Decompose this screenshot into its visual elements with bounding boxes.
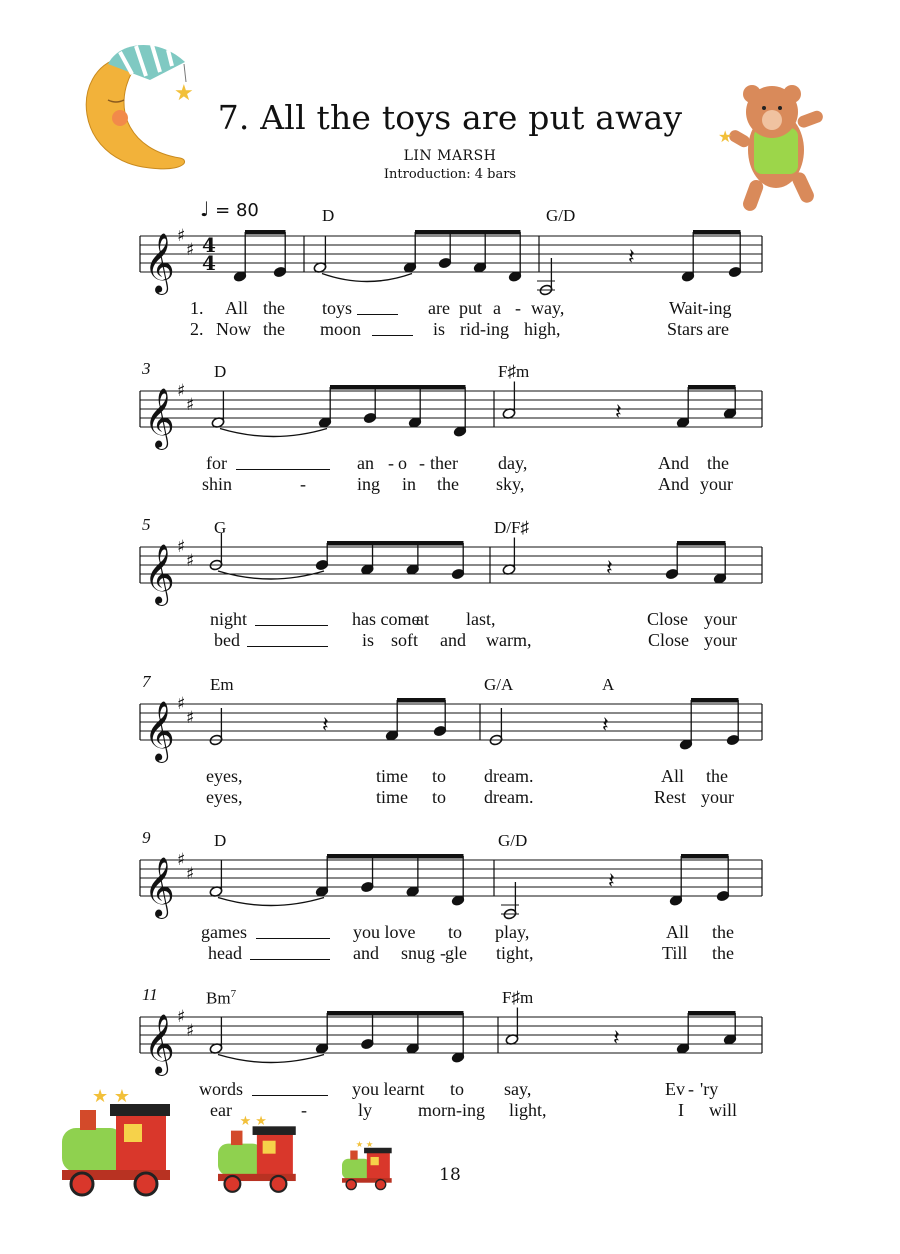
- chord-symbol: G/A: [484, 675, 514, 694]
- bar-number: 5: [142, 515, 151, 534]
- quarter-rest-icon: 𝄽: [602, 713, 609, 738]
- treble-clef-icon: 𝄞: [144, 1014, 175, 1074]
- sharp-icon: ♯: [186, 240, 195, 260]
- staff-system-6: [140, 1007, 762, 1076]
- lyric-verse-1: put: [459, 298, 483, 318]
- lyric-verse-1: to: [450, 1079, 465, 1099]
- time-signature-top: 4: [202, 233, 216, 257]
- star-string: [184, 64, 186, 82]
- treble-clef-icon: 𝄞: [144, 233, 175, 293]
- sharp-icon: ♯: [177, 226, 186, 246]
- lyric-verse-1: night: [210, 609, 248, 629]
- lyric-verse-2: Close: [648, 630, 690, 650]
- quarter-rest-icon: 𝄽: [628, 245, 635, 270]
- lyric-verse-1: toys: [322, 298, 353, 318]
- lyric-verse-1: Wait-ing: [669, 298, 732, 318]
- lyric-extender: [256, 938, 330, 939]
- lyric-verse-2: your: [700, 474, 733, 494]
- note-beam: [327, 1011, 464, 1016]
- composer-name: LIN MARSH: [403, 148, 497, 164]
- sharp-icon: ♯: [177, 537, 186, 557]
- lyric-verse-1: you love: [353, 922, 416, 942]
- train-window: [371, 1157, 379, 1165]
- treble-clef-icon: 𝄞: [144, 857, 175, 917]
- note-beam: [330, 385, 466, 390]
- introduction-note: Introduction: 4 bars: [383, 167, 517, 182]
- lyric-verse-2: And: [658, 474, 689, 494]
- toy-train-small-icon: [342, 1139, 392, 1190]
- quarter-rest-icon: 𝄽: [613, 1026, 620, 1051]
- lyric-extender: [372, 335, 413, 336]
- chord-symbol: F♯m: [498, 362, 530, 381]
- lyric-verse-1: And: [658, 453, 689, 473]
- train-chimney: [350, 1151, 357, 1160]
- lyric-verse-2: the: [263, 319, 285, 339]
- lyric-verse-2: -: [301, 1100, 307, 1120]
- lyric-verse-1: your: [704, 609, 737, 629]
- sharp-icon: ♯: [177, 850, 186, 870]
- bar-number: 3: [142, 359, 151, 378]
- tempo-marking: [200, 197, 259, 221]
- lyric-verse-2: and: [440, 630, 466, 650]
- lyric-verse-1: o: [398, 453, 407, 473]
- lyric-verse-1: Ev: [665, 1079, 685, 1099]
- lyric-verse-1: All: [225, 298, 249, 318]
- lyric-verse-1: the: [263, 298, 285, 318]
- tie-arc: [322, 274, 412, 282]
- lyric-verse-1: to: [448, 922, 463, 942]
- lyric-verse-1: you learnt: [352, 1079, 425, 1099]
- staff-system-4: [140, 694, 762, 763]
- lyric-verse-1: for: [206, 453, 227, 473]
- train-cab: [116, 1114, 166, 1172]
- bar-number: 9: [142, 828, 151, 847]
- train-wheel: [271, 1176, 287, 1192]
- train-wheel: [376, 1180, 386, 1190]
- lyric-verse-2: Now: [216, 319, 251, 339]
- lyric-verse-1: eyes,: [206, 766, 243, 786]
- lyric-verse-1: ther: [430, 453, 458, 473]
- lyric-verse-2: eyes,: [206, 787, 243, 807]
- note-beam: [688, 385, 736, 390]
- lyric-verse-2: I: [678, 1100, 684, 1120]
- star-icon: ★: [718, 127, 733, 146]
- lyric-verse-2: is: [433, 319, 446, 339]
- lyric-verse-1: an: [357, 453, 374, 473]
- lyric-verse-1: -: [388, 453, 394, 473]
- lyric-verse-1: 'ry: [700, 1079, 719, 1099]
- lyric-verse-1: are: [428, 298, 450, 318]
- lyric-verse-1: day,: [498, 453, 528, 473]
- chord-symbol: F♯m: [502, 988, 534, 1007]
- lyric-verse-1: say,: [504, 1079, 532, 1099]
- lyric-verse-2: is: [362, 630, 375, 650]
- chord-symbol: D: [322, 206, 335, 225]
- quarter-rest-icon: 𝄽: [606, 556, 613, 581]
- chord-symbol: A: [602, 675, 615, 694]
- lyric-verse-1: play,: [495, 922, 530, 942]
- train-wheel: [71, 1173, 93, 1195]
- bar-number: 11: [142, 985, 158, 1004]
- lyric-verse-1: Close: [647, 609, 689, 629]
- sharp-icon: ♯: [186, 864, 195, 884]
- lyric-verse-1: has come: [352, 609, 420, 629]
- lyric-verse-2: high,: [524, 319, 561, 339]
- train-boiler: [62, 1128, 124, 1172]
- train-window: [124, 1124, 142, 1142]
- lyric-verse-2: will: [709, 1100, 738, 1120]
- train-wheel: [135, 1173, 157, 1195]
- lyric-verse-1: the: [707, 453, 729, 473]
- page-number: 18: [439, 1165, 461, 1185]
- lyric-verse-2: ly: [358, 1100, 373, 1120]
- lyric-verse-2: time: [376, 787, 408, 807]
- tempo-value: = 80: [215, 200, 259, 221]
- lyric-verse-1: a: [493, 298, 501, 318]
- note-beam: [397, 698, 446, 703]
- chord-symbol: D: [214, 362, 227, 381]
- train-cab: [257, 1134, 293, 1176]
- lyric-extender: [252, 1095, 328, 1096]
- time-signature-bottom: 4: [202, 251, 216, 275]
- quarter-rest-icon: 𝄽: [322, 713, 329, 738]
- lyric-verse-2: your: [704, 630, 737, 650]
- lyric-verse-2: rid-ing: [460, 319, 509, 339]
- tie-arc: [218, 1055, 324, 1063]
- chord-symbol: Em: [210, 675, 234, 694]
- staff-system-5: [140, 850, 762, 919]
- lyric-verse-2: soft: [391, 630, 418, 650]
- train-boiler: [342, 1159, 371, 1179]
- treble-clef-icon: 𝄞: [144, 701, 175, 761]
- tie-arc: [218, 898, 324, 906]
- chord-symbol: Bm$^7$: [206, 988, 237, 1008]
- sharp-icon: ♯: [186, 708, 195, 728]
- lyric-verse-2: Rest: [654, 787, 687, 807]
- lyric-verse-2: bed: [214, 630, 240, 650]
- treble-clef-icon: 𝄞: [144, 544, 175, 604]
- note-beam: [693, 230, 741, 235]
- lyric-verse-1: words: [199, 1079, 243, 1099]
- lyric-verse-1: -: [688, 1079, 694, 1099]
- lyric-verse-2: your: [701, 787, 734, 807]
- lyric-verse-2: the: [437, 474, 459, 494]
- lyric-verse-1: dream.: [484, 766, 534, 786]
- lyric-verse-2: moon: [320, 319, 362, 339]
- bar-number: 7: [142, 672, 151, 691]
- sharp-icon: ♯: [177, 694, 186, 714]
- note-beam: [688, 1011, 736, 1016]
- chord-symbol: D: [214, 831, 227, 850]
- star-icon: ★ ★: [92, 1086, 130, 1107]
- quarter-rest-icon: 𝄽: [608, 869, 615, 894]
- chord-symbol: G: [214, 518, 227, 537]
- lyric-verse-2: -: [440, 943, 446, 963]
- sharp-icon: ♯: [177, 1007, 186, 1027]
- lyric-verse-2: gle: [445, 943, 467, 963]
- lyric-verse-1: time: [376, 766, 408, 786]
- quarter-rest-icon: 𝄽: [615, 400, 622, 425]
- lyric-verse-2: and: [353, 943, 379, 963]
- train-boiler: [218, 1144, 263, 1176]
- lyric-verse-2: Till: [662, 943, 688, 963]
- staff-system-2: [140, 381, 762, 450]
- star-icon: ★ ★: [355, 1138, 374, 1149]
- sharp-icon: ♯: [186, 551, 195, 571]
- lyric-verse-2: warm,: [486, 630, 532, 650]
- staff-system-3: [140, 533, 762, 606]
- sharp-icon: ♯: [186, 395, 195, 415]
- chord-symbol: D/F♯: [494, 518, 529, 537]
- staff-system-1: [140, 226, 762, 295]
- lyric-verse-2: light,: [509, 1100, 547, 1120]
- song-title: 7. All the toys are put away: [217, 98, 683, 137]
- chord-symbol: G/D: [546, 206, 576, 225]
- lyric-verse-1: All: [661, 766, 685, 786]
- bear-leg: [741, 178, 765, 213]
- star-icon: ★: [174, 81, 194, 106]
- treble-clef-icon: 𝄞: [144, 388, 175, 448]
- lyric-verse-1: the: [712, 922, 734, 942]
- lyric-extender: [236, 469, 330, 470]
- lyric-verse-2: Stars: [667, 319, 703, 339]
- note-beam: [677, 541, 726, 546]
- lyric-verse-1: games: [201, 922, 247, 942]
- tie-arc: [220, 429, 327, 437]
- lyric-extender: [247, 646, 328, 647]
- sharp-icon: ♯: [186, 1021, 195, 1041]
- train-window: [263, 1141, 276, 1154]
- star-icon: ★ ★: [239, 1113, 267, 1129]
- lyric-extender: [250, 959, 330, 960]
- tie-arc: [218, 571, 324, 579]
- quarter-note-icon: ♩: [200, 197, 210, 221]
- lyric-verse-1: -: [515, 298, 521, 318]
- lyric-verse-1: to: [432, 766, 447, 786]
- lyric-extender: [255, 625, 328, 626]
- lyric-verse-2: snug: [401, 943, 436, 963]
- lyric-verse-1: last,: [466, 609, 496, 629]
- toy-train-medium-icon: [218, 1114, 296, 1192]
- lyric-verse-1: the: [706, 766, 728, 786]
- lyric-verse-2: -: [300, 474, 306, 494]
- note-beam: [691, 698, 739, 703]
- lyric-verse-2: head: [208, 943, 242, 963]
- toy-train-large-icon: [62, 1086, 170, 1195]
- note-beam: [327, 541, 464, 546]
- lyric-verse-2: ear: [210, 1100, 232, 1120]
- lyric-verse-2: the: [712, 943, 734, 963]
- lyric-verse-2: shin: [202, 474, 233, 494]
- train-wheel: [224, 1176, 240, 1192]
- train-wheel: [346, 1180, 356, 1190]
- lyric-verse-2: morn-ing: [418, 1100, 485, 1120]
- train-chimney: [80, 1110, 96, 1130]
- lyric-verse-2: dream.: [484, 787, 534, 807]
- note-beam: [245, 230, 286, 235]
- lyric-verse-1: at: [416, 609, 429, 629]
- lyric-verse-1: -: [419, 453, 425, 473]
- lyric-verse-2: 2.: [190, 319, 204, 339]
- lyric-verse-1: 1.: [190, 298, 204, 318]
- lyric-verse-2: in: [402, 474, 417, 494]
- train-chimney: [231, 1131, 243, 1145]
- lyric-verse-2: to: [432, 787, 447, 807]
- lyric-verse-2: ing: [357, 474, 381, 494]
- sharp-icon: ♯: [177, 381, 186, 401]
- note-beam: [681, 854, 729, 859]
- lyric-verse-2: sky,: [496, 474, 525, 494]
- chord-symbol: G/D: [498, 831, 528, 850]
- train-cab: [367, 1152, 390, 1179]
- lyric-verse-1: way,: [531, 298, 565, 318]
- lyric-verse-1: All: [666, 922, 690, 942]
- lyric-verse-2: are: [707, 319, 729, 339]
- lyric-verse-2: tight,: [496, 943, 534, 963]
- note-beam: [327, 854, 464, 859]
- note-beam: [415, 230, 521, 235]
- lyric-extender: [357, 314, 398, 315]
